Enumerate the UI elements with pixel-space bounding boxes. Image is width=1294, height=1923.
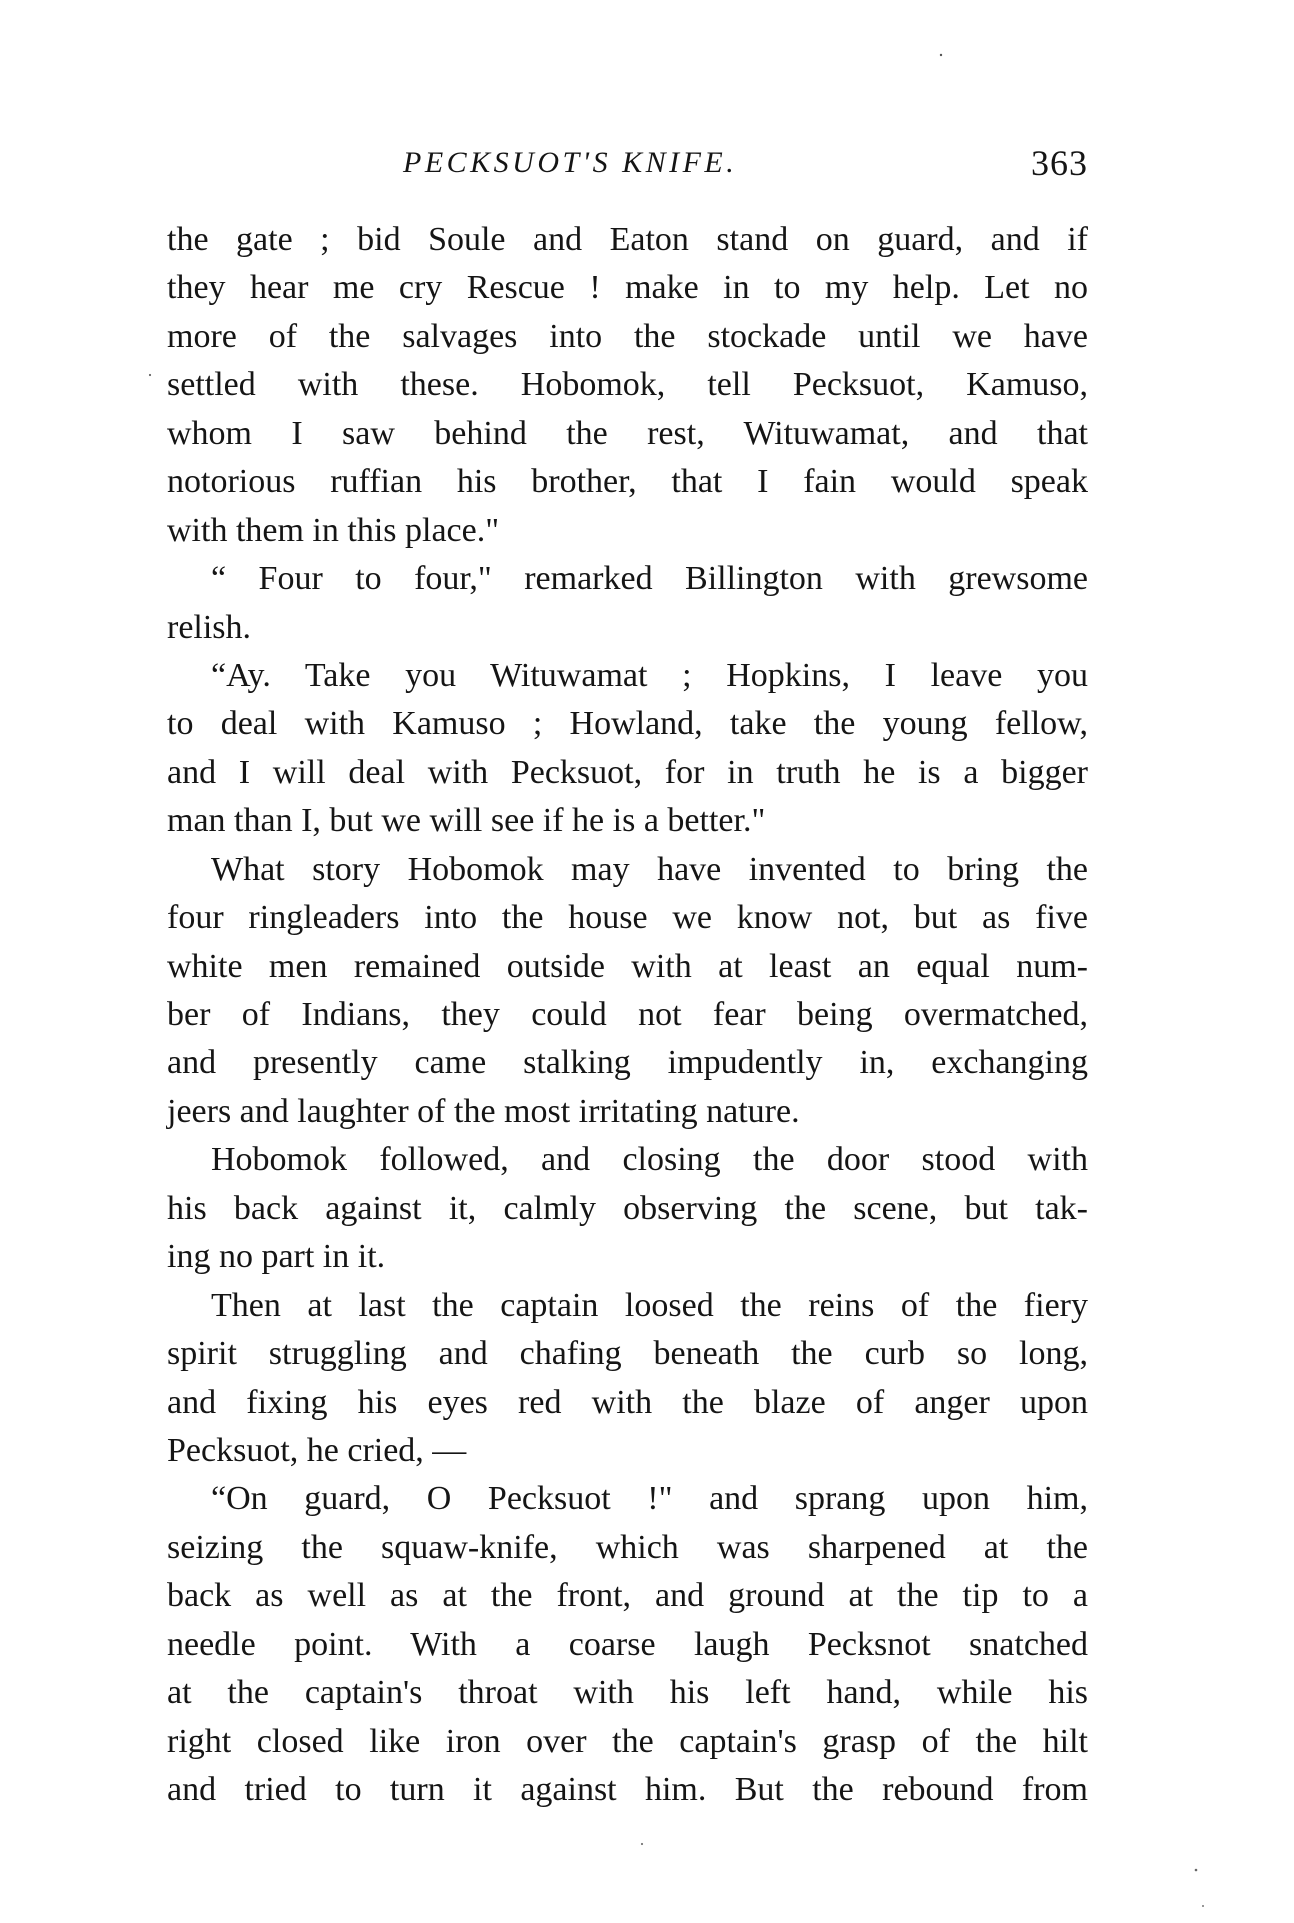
text-line: Then at last the captain loosed the reins of the fiery xyxy=(211,1286,1088,1324)
text-line: jeers and laughter of the most irritating nature. xyxy=(167,1092,800,1130)
text-line: back as well as at the front, and ground at the tip to a xyxy=(167,1577,1088,1615)
text-line: “ Four to four," remarked Billington with grewsome xyxy=(211,560,1088,598)
text-line: whom I saw behind the rest, Wituwamat, and that xyxy=(167,414,1088,452)
text-line: settled with these. Hobomok, tell Pecksuot, Kamuso, xyxy=(167,366,1088,404)
text-line: at the captain's throat with his left hand, while his xyxy=(167,1674,1088,1712)
text-line: spirit struggling and chafing beneath the curb so long, xyxy=(167,1335,1088,1373)
text-line: needle point. With a coarse laugh Pecksnot snatched xyxy=(167,1625,1088,1663)
text-line: four ringleaders into the house we know not, but as five xyxy=(167,899,1088,937)
text-line: ing no part in it. xyxy=(167,1238,386,1276)
paper-speck xyxy=(1202,1905,1204,1907)
text-line: right closed like iron over the captain's grasp of the hilt xyxy=(167,1722,1088,1760)
text-line: What story Hobomok may have invented to bring the xyxy=(211,850,1088,888)
text-line: and tried to turn it against him. But the rebound from xyxy=(167,1771,1088,1808)
text-line: the gate ; bid Soule and Eaton stand on guard, and if xyxy=(167,221,1088,258)
paper-speck xyxy=(940,54,942,56)
text-line: notorious ruffian his brother, that I fain would speak xyxy=(167,463,1088,501)
text-line: Hobomok followed, and closing the door stood with xyxy=(211,1141,1088,1179)
text-line: “On guard, O Pecksuot !" and sprang upon him, xyxy=(211,1480,1088,1518)
text-line: “Ay. Take you Wituwamat ; Hopkins, I leave you xyxy=(211,656,1088,694)
paper-speck xyxy=(149,374,151,376)
text-line: and fixing his eyes red with the blaze of anger upon xyxy=(167,1383,1088,1421)
text-line: with them in this place." xyxy=(167,511,500,549)
page-header xyxy=(168,143,1088,187)
text-line: and I will deal with Pecksuot, for in truth he is a bigger xyxy=(167,753,1088,791)
text-line: his back against it, calmly observing the scene, but tak- xyxy=(167,1189,1088,1227)
running-title: PECKSUOT'S KNIFE. xyxy=(403,146,738,179)
page-number: 363 xyxy=(1031,143,1088,183)
text-line: seizing the squaw-knife, which was sharpened at the xyxy=(167,1528,1088,1566)
text-line: more of the salvages into the stockade until we have xyxy=(167,317,1088,355)
paper-speck xyxy=(1195,1869,1198,1872)
text-line: Pecksuot, he cried, — xyxy=(167,1431,467,1469)
paper-speck xyxy=(641,1843,643,1845)
text-line: they hear me cry Rescue ! make in to my help. Let no xyxy=(167,269,1088,307)
text-line: and presently came stalking impudently in, exchanging xyxy=(167,1044,1088,1082)
text-line: white men remained outside with at least an equal num- xyxy=(167,947,1088,985)
text-line: man than I, but we will see if he is a better." xyxy=(167,802,766,840)
text-line: ber of Indians, they could not fear being overmatched, xyxy=(167,996,1088,1033)
text-line: to deal with Kamuso ; Howland, take the young fellow, xyxy=(167,705,1088,743)
text-line: relish. xyxy=(167,608,252,646)
body-text xyxy=(167,216,1088,1814)
